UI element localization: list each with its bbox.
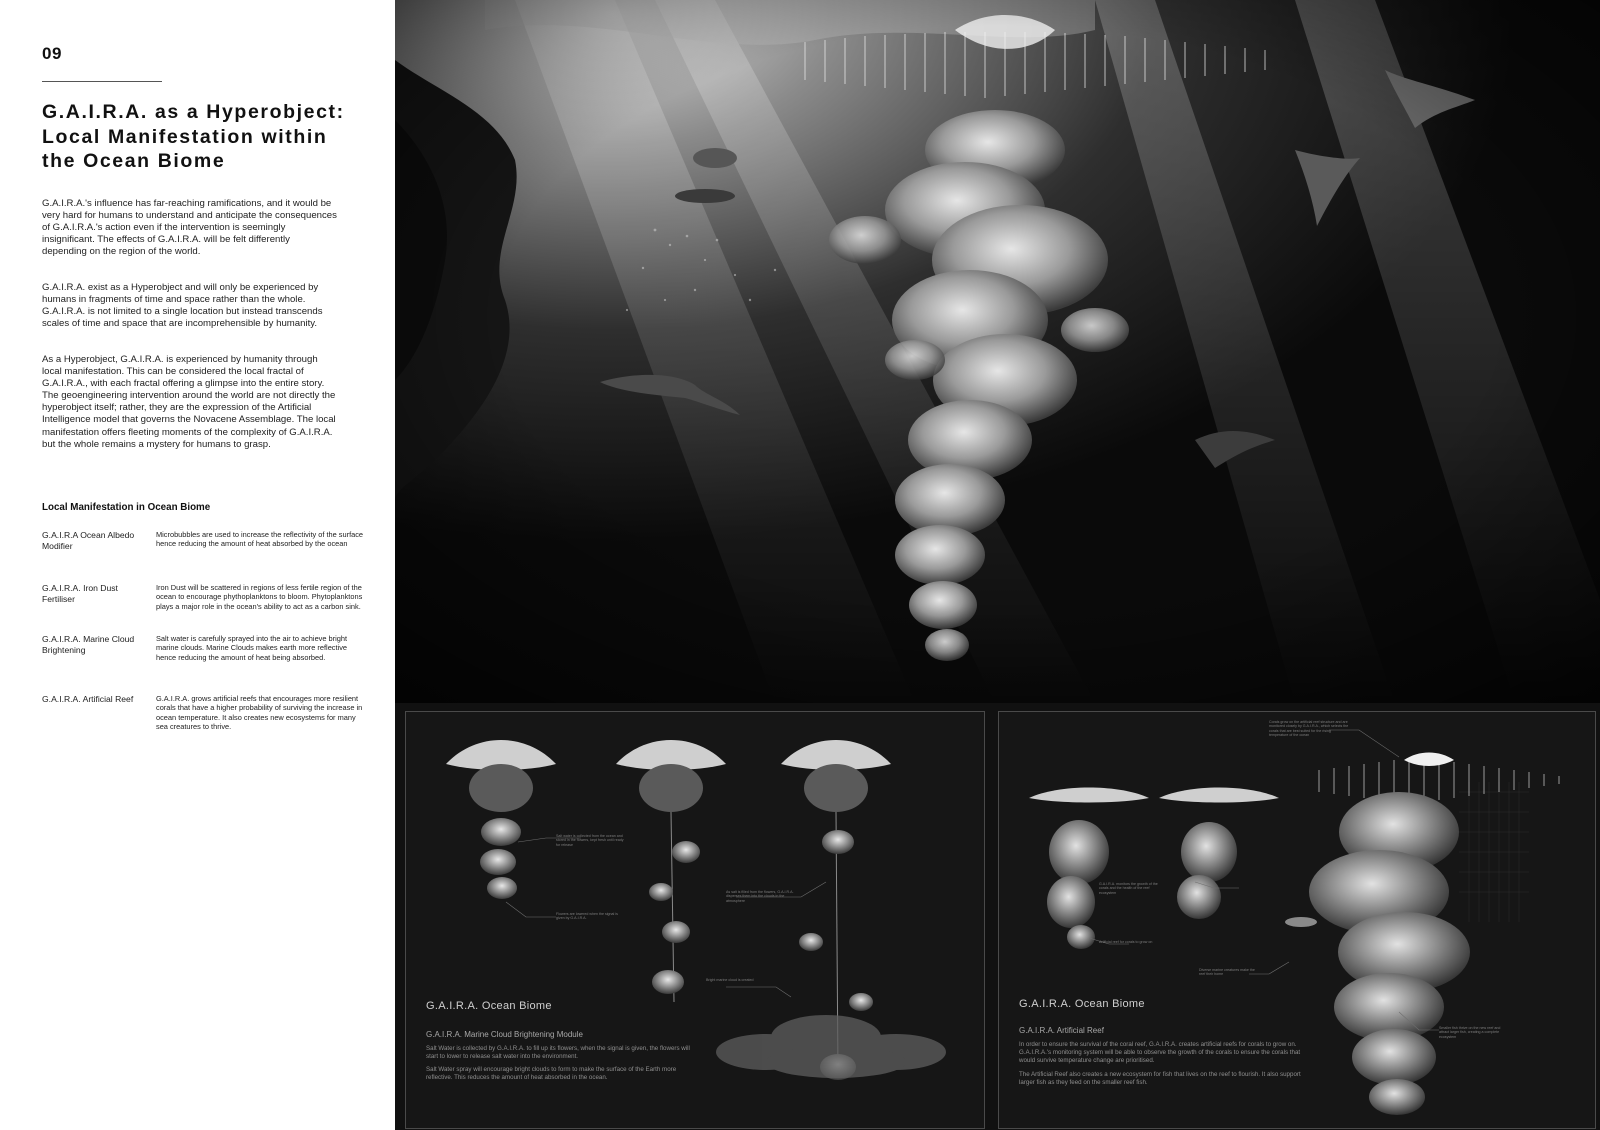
- annotation: Salt water is collected from the ocean and stored in the flowers, kept fresh until ready for release: [556, 834, 624, 847]
- panel-body: In order to ensure the survival of the coral reef, G.A.I.R.A. creates artificial reefs for corals to grow on. G.A.I.R.A.'s monitoring system will be able to observe the growth of the corals to ensure the corals that would survive temperature change are prioritised.: [1019, 1041, 1301, 1064]
- artificial-reef-diagram: [999, 712, 1595, 1128]
- manifestation-description: Salt water is carefully sprayed into the air to achieve bright marine clouds. Marine Clouds makes earth more reflective hence reducing the amount of heat being absorbed.: [156, 634, 348, 662]
- underwater-scene-illustration: [395, 0, 1600, 703]
- body-paragraph: G.A.I.R.A. exist as a Hyperobject and will only be experienced by humans in fragments of time and space rather than the whole. G.A.I.R.A. is not limited to a single location but instead transcends scales of time and space that are incomprehensible by humanity.: [42, 282, 323, 330]
- panel-body: Salt Water is collected by G.A.I.R.A. to fill up its flowers, when the signal is given, the flowers will start to lower to release salt water into the environment.: [426, 1045, 690, 1060]
- annotation: Flowers are lowered when the signal is given by G.A.I.R.A.: [556, 912, 618, 921]
- panel-title: G.A.I.R.A. Ocean Biome: [426, 1000, 552, 1012]
- annotation: G.A.I.R.A. monitors the growth of the corals and the health of the reef ecosystem: [1099, 882, 1158, 895]
- panel-subtitle: G.A.I.R.A. Artificial Reef: [1019, 1026, 1104, 1035]
- panel-subtitle: G.A.I.R.A. Marine Cloud Brightening Module: [426, 1030, 583, 1039]
- page-title: [42, 100, 382, 174]
- divider: [42, 81, 162, 82]
- panel-body: Salt Water spray will encourage bright clouds to form to make the surface of the Earth more reflective. This reduces the amount of heat absorbed in the ocean.: [426, 1066, 677, 1081]
- panel-artificial-reef: [998, 711, 1596, 1129]
- panel-title: G.A.I.R.A. Ocean Biome: [1019, 998, 1145, 1010]
- manifestation-label: G.A.I.R.A. Iron Dust Fertiliser: [42, 583, 118, 604]
- hero-underwater-render: [395, 0, 1600, 703]
- manifestation-label: G.A.I.R.A. Artificial Reef: [42, 694, 134, 704]
- annotation: Artificial reef for corals to grow on: [1099, 940, 1153, 944]
- title-line: G.A.I.R.A. as a Hyperobject:: [42, 101, 345, 123]
- panel-marine-cloud-brightening: [405, 711, 985, 1129]
- manifestation-description: G.A.I.R.A. grows artificial reefs that encourages more resilient corals that have a higher probability of surviving the increase in ocean temperature. It also creates new ecosystems for many sea creatures to thrive.: [156, 694, 363, 732]
- annotation: Smaller fish thrive on the new reef and attract larger fish, creating a complete ecosystem: [1439, 1026, 1501, 1039]
- page-number: 09: [42, 44, 62, 63]
- manifestation-description: Microbubbles are used to increase the reflectivity of the surface hence reducing the amount of heat absorbed by the ocean: [156, 530, 364, 549]
- title-line: Local Manifestation within: [42, 125, 328, 148]
- diagram-panels: [395, 703, 1600, 1130]
- annotation: As salt is filled from the flowers, G.A.I.R.A. disperses them into the clouds in the atmosphere: [726, 890, 794, 903]
- annotation: Bright marine cloud is created: [706, 978, 754, 982]
- manifestation-description: Iron Dust will be scattered in regions of less fertile region of the ocean to encourage phythoplanktons to bloom. Phytoplanktons plays a major role in the ocean's ability to act as a carbon sink.: [156, 583, 363, 611]
- text-column: [0, 0, 395, 1130]
- annotation: Corals grow on the artificial reef structure and are monitored closely by G.A.I.R.A., which selects the corals that are best suited for the rising temperature of the ocean: [1269, 720, 1349, 738]
- section-subheading: Local Manifestation in Ocean Biome: [42, 502, 211, 513]
- manifestation-label: G.A.I.R.A. Marine Cloud Brightening: [42, 634, 135, 655]
- manifestation-label: G.A.I.R.A Ocean Albedo Modifier: [42, 530, 135, 551]
- panel-body: The Artificial Reef also creates a new ecosystem for fish that lives on the reef to flourish. It also support larger fish as they feed on the smaller reef fish.: [1019, 1071, 1301, 1086]
- body-paragraph: As a Hyperobject, G.A.I.R.A. is experienced by humanity through local manifestation. This can be considered the local fractal of G.A.I.R.A., with each fractal offering a glimpse into the entire story. The geoengineering intervention around the world are not directly the hyperobject itself; rather, they are the expression of the Artificial Intelligence model that governs the Novacene Assemblage. The local manifestation offers fleeting moments of the complexity of G.A.I.R.A. but the whole remains a mystery for humans to grasp.: [42, 354, 336, 450]
- title-line: the Ocean Biome: [42, 150, 226, 172]
- annotation: Diverse marine creatures make the reef their home: [1199, 968, 1255, 977]
- body-paragraph: G.A.I.R.A.'s influence has far-reaching ramifications, and it would be very hard for humans to understand and anticipate the consequences of G.A.I.R.A.'s action even if the intervention is seemingly insignificant. The effects of G.A.I.R.A. will be felt differently depending on the region of the world.: [42, 198, 337, 258]
